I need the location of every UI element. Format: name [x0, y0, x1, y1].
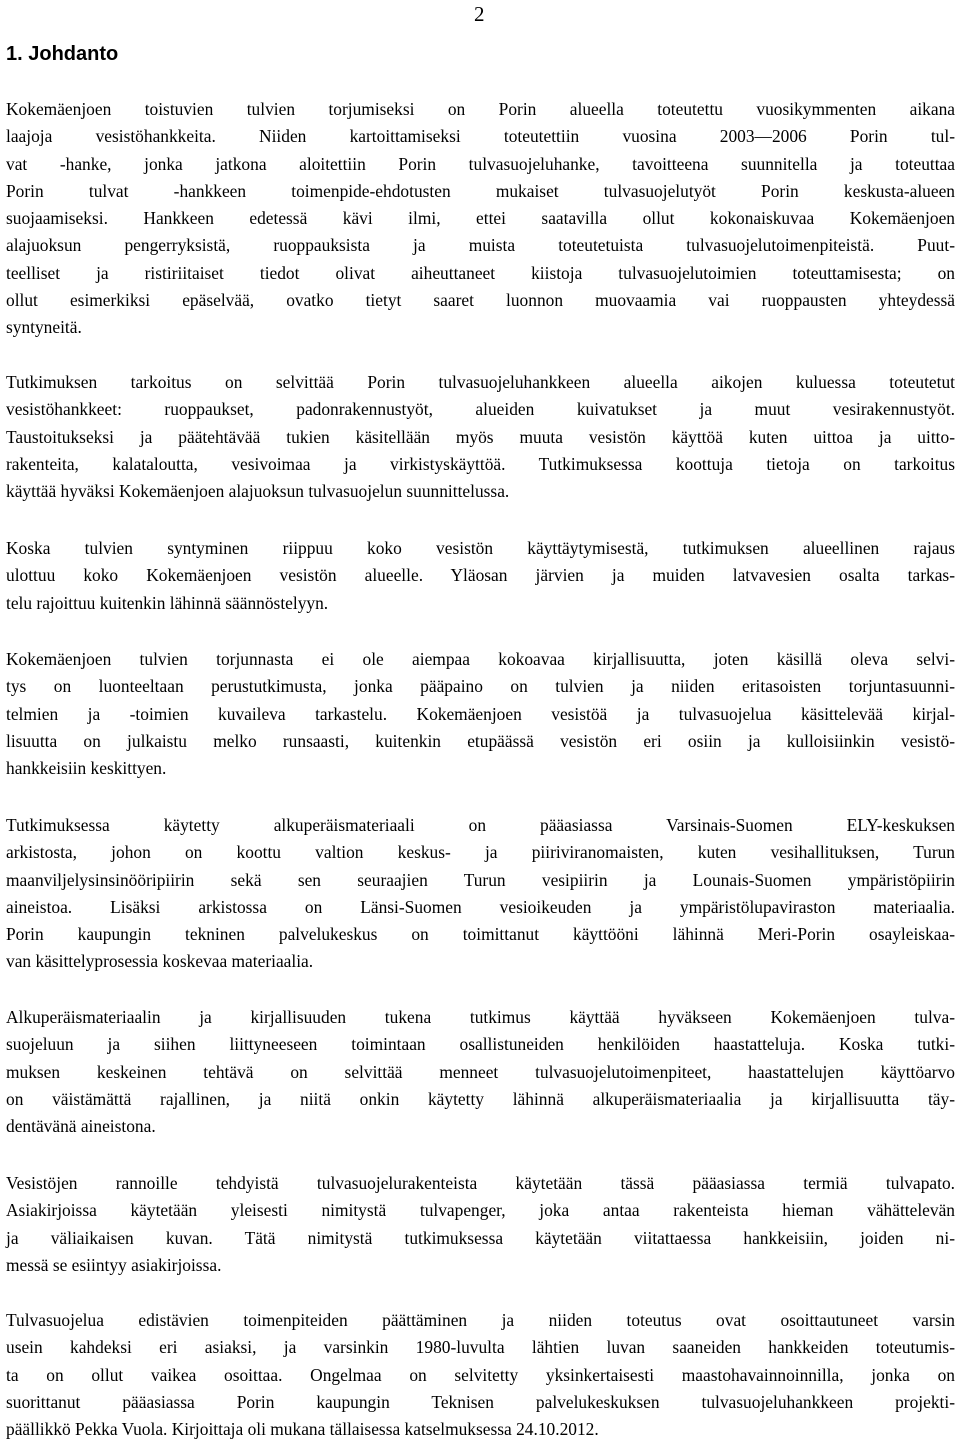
- text-line: teelliset ja ristiriitaiset tiedot olivat aiheuttaneet kiistoja tulvasuojelutoimien toteuttamisesta; on: [6, 262, 955, 283]
- text-line: dentävänä aineistona.: [6, 1116, 156, 1137]
- text-line: päällikkö Pekka Vuola. Kirjoittaja oli mukana tällaisessa katselmuksessa 24.10.2012.: [6, 1419, 599, 1440]
- paragraph-sources: [6, 812, 955, 976]
- text-line: alajuoksun pengerryksistä, ruoppauksista ja muista toteutetuista tulvasuojelutoimenpiteistä. Puut-: [6, 235, 955, 256]
- text-line: ja väliaikaisen kuvan. Tätä nimitystä tutkimuksessa käytetään viitattaessa hankkeisiin, joiden ni-: [6, 1227, 955, 1248]
- text-line: Tutkimuksen tarkoitus on selvittää Porin tulvasuojeluhankkeen alueella aikojen kuluessa toteutetut: [6, 372, 955, 392]
- text-line: rakenteita, kalataloutta, vesivoimaa ja virkistyskäyttöä. Tutkimuksessa koottuja tietoja on tarkoitus: [6, 453, 955, 474]
- section-heading: 1. Johdanto: [6, 43, 119, 65]
- text-line: käyttää hyväksi Kokemäenjoen alajuoksun tulvasuojelun suunnittelussa.: [6, 481, 510, 502]
- text-line: telu rajoittuu kuitenkin lähinnä säännöstelyyn.: [6, 592, 329, 613]
- text-line: laajoja vesistöhankkeita. Niiden kartoittamiseksi toteutettiin vuosina 2003—2006 Porin tul-: [6, 126, 955, 147]
- text-line: muksen keskeinen tehtävä on selvittää menneet tulvasuojelutoimenpiteet, haastattelujen käyttöarvo: [6, 1061, 955, 1082]
- text-line: messä se esiintyy asiakirjoissa.: [6, 1254, 222, 1275]
- paragraph-terminology: [6, 1170, 955, 1279]
- text-line: maanviljelysinsinööripiirin sekä sen seuraajien Turun vesipiirin ja Lounais-Suomen ympäristöpiirin: [6, 869, 955, 890]
- paragraph-intro: [6, 96, 955, 342]
- paragraph-field-survey: [6, 1307, 955, 1443]
- paragraph-literature: [6, 646, 955, 782]
- text-line: Kokemäenjoen toistuvien tulvien torjumiseksi on Porin alueella toteutettu vuosikymmenten aikana: [6, 99, 955, 119]
- text-line: Tutkimuksessa käytetty alkuperäismateriaali on pääasiassa Varsinais-Suomen ELY-keskuksen: [6, 815, 955, 835]
- text-line: Tulvasuojelua edistävien toimenpiteiden päättäminen ja niiden toteutus ovat osoittautuneet varsin: [6, 1310, 955, 1330]
- text-line: Alkuperäismateriaalin ja kirjallisuuden tukena tutkimus käyttää hyväkseen Kokemäenjoen tulva-: [6, 1007, 955, 1027]
- text-line: tys on luonteeltaan perustutkimusta, jonka pääpaino on tulvien ja niiden eritasoisten torjuntasuunni-: [6, 676, 955, 697]
- text-line: aineistoa. Lisäksi arkistossa on Länsi-Suomen vesioikeuden ja ympäristölupaviraston materiaalia.: [6, 896, 955, 917]
- text-line: ollut esimerkiksi epäselvää, ovatko tietyt saaret luonnon muovaamia vai ruoppausten yhteydessä: [6, 290, 955, 311]
- text-line: lisuutta on julkaistu melko runsaasti, kuitenkin etupäässä vesistön eri osiin ja kulloisiinkin vesistö-: [6, 730, 955, 751]
- text-line: Koska tulvien syntyminen riippuu koko vesistön käyttäytymisestä, tutkimuksen alueellinen rajaus: [6, 538, 955, 558]
- text-line: van käsittelyprosessia koskevaa materiaalia.: [6, 951, 314, 972]
- paragraph-scope: [6, 535, 955, 617]
- text-line: telmien ja -toimien kuvaileva tarkastelu. Kokemäenjoen vesistöä ja tulvasuojelua käsittelevää kirjal-: [6, 703, 955, 724]
- text-line: ulottuu koko Kokemäenjoen vesistön alueelle. Yläosan järvien ja muiden latvavesien osalta tarkas-: [6, 565, 955, 586]
- text-line: vat -hanke, jonka jatkona aloitettiin Porin tulvasuojeluhanke, tavoitteena suunnitella ja toteuttaa: [6, 153, 955, 174]
- text-line: suojeluun ja siihen liittyneeseen toimintaan osallistuneiden henkilöiden haastatteluja. Koska tutki-: [6, 1034, 955, 1055]
- text-line: suorittanut pääasiassa Porin kaupungin Teknisen palvelukeskuksen tulvasuojeluhankkeen projekti-: [6, 1391, 955, 1412]
- text-line: hankkeisiin keskittyen.: [6, 758, 167, 779]
- paragraph-interviews: [6, 1004, 955, 1140]
- text-line: Vesistöjen rannoille tehdyistä tulvasuojelurakenteista käytetään tässä pääasiassa termiä tulvapato.: [6, 1173, 955, 1193]
- text-line: Asiakirjoissa käytetään yleisesti nimitystä tulvapenger, joka antaa rakenteista hieman vähättelevän: [6, 1200, 955, 1221]
- paragraph-purpose: [6, 369, 955, 505]
- page-number: 2: [474, 2, 485, 26]
- text-line: Porin tulvat -hankkeen toimenpide-ehdotusten mukaiset tulvasuojelutyöt Porin keskusta-alueen: [6, 180, 955, 201]
- text-line: Kokemäenjoen tulvien torjunnasta ei ole aiempaa kokoavaa kirjallisuutta, joten käsillä oleva selvi-: [6, 649, 955, 669]
- text-line: Taustoitukseksi ja päätehtävää tukien käsitellään myös muuta vesistön käyttöä kuten uittoa ja uitto-: [6, 426, 955, 447]
- text-line: vesistöhankkeet: ruoppaukset, padonrakennustyöt, alueiden kuivatukset ja muut vesirakennustyöt.: [6, 399, 955, 420]
- text-line: syntyneitä.: [6, 317, 82, 338]
- text-line: usein kahdeksi eri asiaksi, ja varsinkin 1980-luvulta lähtien luvan saaneiden hankkeiden toteutumis-: [6, 1337, 955, 1358]
- text-line: on väistämättä rajallinen, ja niitä onkin käytetty lähinnä alkuperäismateriaalia ja kirjallisuutta täy-: [6, 1088, 955, 1109]
- text-line: suojaamiseksi. Hankkeen edetessä kävi ilmi, ettei saatavilla ollut kokonaiskuvaa Kokemäenjoen: [6, 208, 955, 229]
- text-line: ta on ollut vaikea osoittaa. Ongelmaa on selvitetty yksinkertaisesti maastohavainnoinnilla, jonka on: [6, 1364, 955, 1385]
- text-line: arkistosta, johon on koottu valtion keskus- ja piiriviranomaisten, kuten vesihallituksen, Turun: [6, 842, 955, 863]
- text-line: Porin kaupungin tekninen palvelukeskus on toimittanut käyttööni lähinnä Meri-Porin osayleiskaa-: [6, 924, 955, 945]
